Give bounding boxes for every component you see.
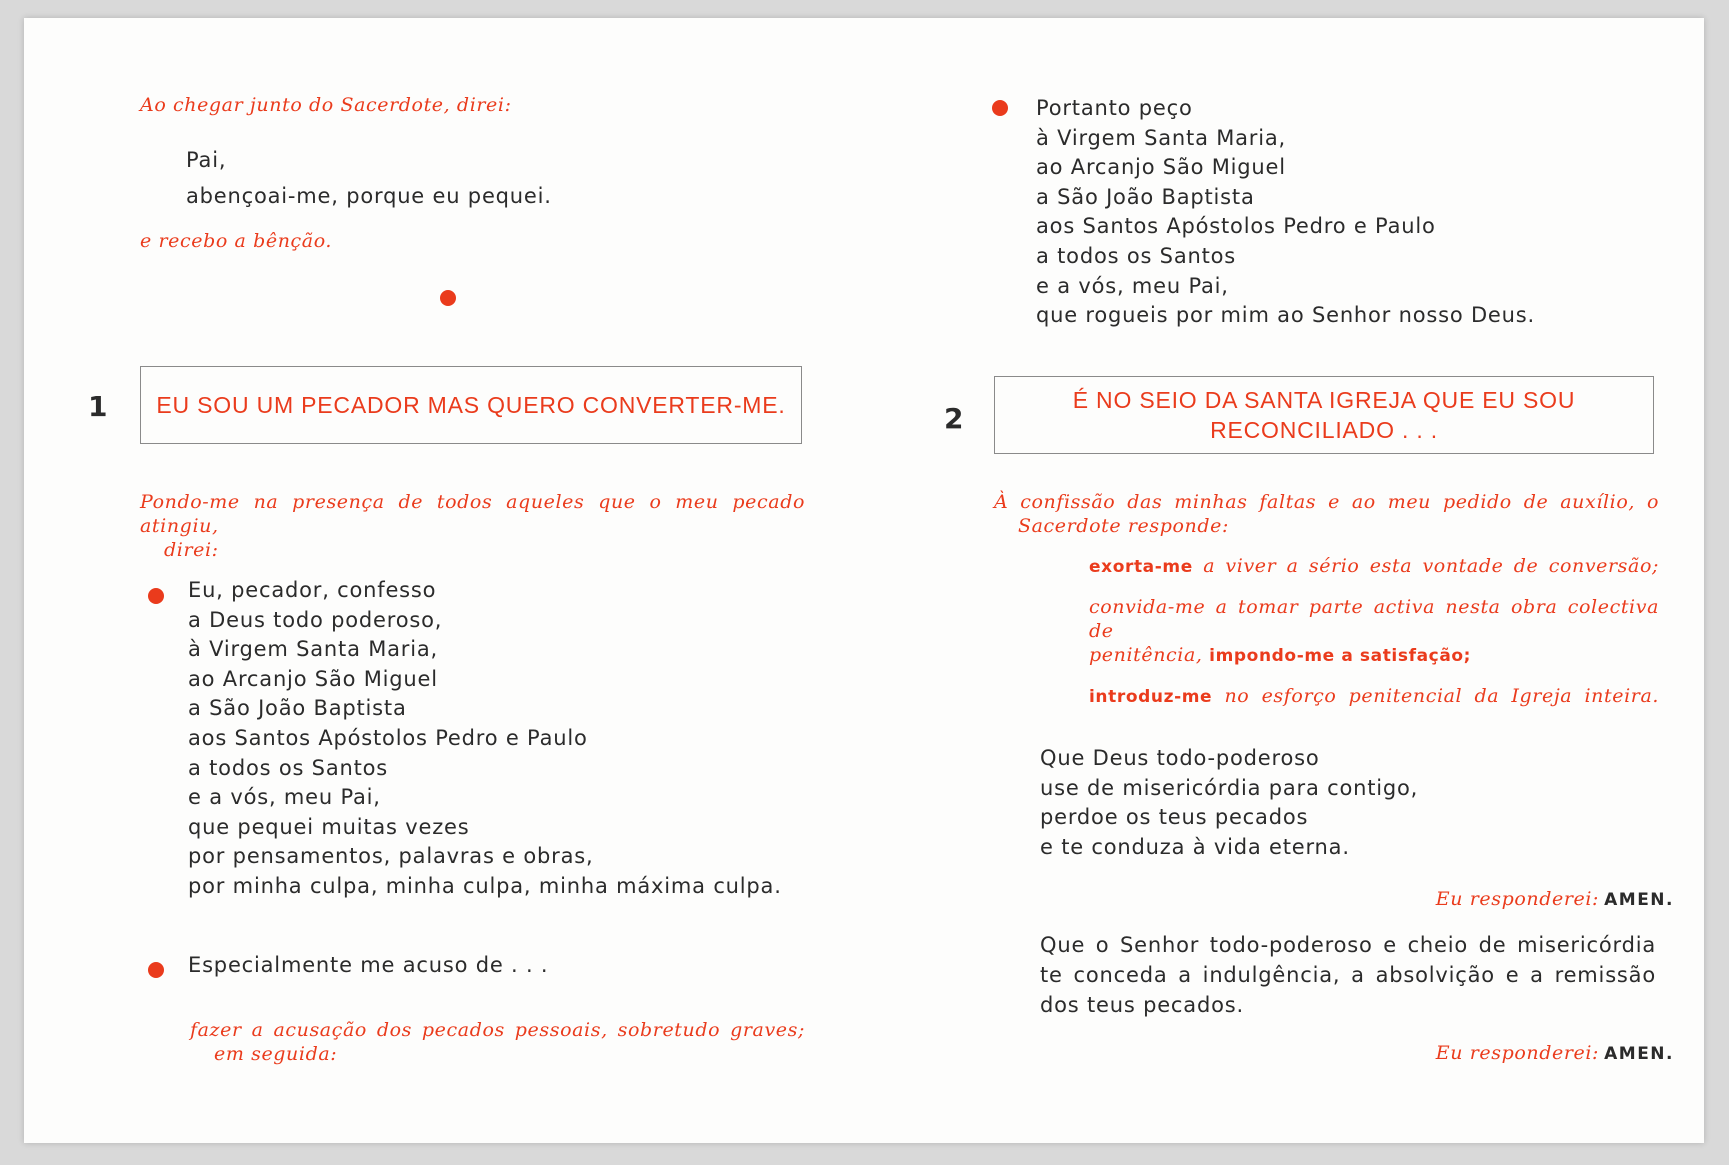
- prayer-line: por minha culpa, minha culpa, minha máxima culpa.: [188, 873, 782, 898]
- prayer-line: a todos os Santos: [188, 755, 389, 780]
- section-heading-box: [994, 376, 1654, 454]
- left-page: [24, 18, 864, 1143]
- prayer-line: ao Arcanjo São Miguel: [1036, 155, 1286, 180]
- response-label: Eu responderei:: [1435, 1042, 1600, 1064]
- booklet-spread: [24, 18, 1704, 1143]
- amen-text: AMEN.: [1604, 1044, 1674, 1064]
- bullet-dot: [992, 100, 1008, 116]
- intro-instruction: Ao chegar junto do Sacerdote, direi:: [140, 94, 512, 116]
- absolution-prayer-1: [1040, 744, 1418, 862]
- instruction-line: direi:: [164, 539, 219, 561]
- prayer-line: Eu, pecador, confesso: [188, 578, 437, 602]
- prayer-line: e te conduza à vida eterna.: [1040, 834, 1350, 859]
- prayer-line: aos Santos Apóstolos Pedro e Paulo: [188, 725, 588, 750]
- amen-text: AMEN.: [1604, 890, 1674, 910]
- action-invites-cont: penitência, impondo-me a satisfação;: [1089, 644, 1472, 666]
- prayer-line: à Virgem Santa Maria,: [1036, 125, 1287, 150]
- prayer-line: e a vós, meu Pai,: [188, 785, 381, 810]
- section-number: 1: [88, 390, 108, 423]
- petition-prayer: [1036, 94, 1535, 331]
- right-page: [864, 18, 1704, 1143]
- prayer-line: Portanto peço: [1036, 96, 1193, 120]
- bullet-dot: [148, 588, 164, 604]
- prayer-line: perdoe os teus pecados: [1040, 805, 1309, 830]
- prayer-line: Que o Senhor todo-poderoso e cheio de misericórdia: [1040, 933, 1656, 957]
- instruction-line: em seguida:: [214, 1043, 338, 1065]
- prayer-line: use de misericórdia para contigo,: [1040, 775, 1419, 800]
- absolution-prayer-2: [1040, 930, 1656, 1020]
- prayer-line: que pequei muitas vezes: [188, 814, 470, 839]
- section-number: 2: [944, 402, 964, 435]
- action-invites: convida-me a tomar parte activa nesta obra colectiva de: [1089, 596, 1659, 642]
- instruction-line: fazer a acusação dos pecados pessoais, sobretudo graves;: [190, 1019, 805, 1041]
- bullet-dot: [148, 962, 164, 978]
- prayer-line: Pai,: [186, 148, 227, 172]
- prayer-line: dos teus pecados.: [1040, 993, 1244, 1017]
- action-exhorts: exorta-me a viver a sério esta vontade de conversão;: [1089, 555, 1659, 577]
- prayer-line: a São João Baptista: [188, 696, 407, 721]
- prayer-line: Que Deus todo-poderoso: [1040, 746, 1320, 770]
- prayer-line: aos Santos Apóstolos Pedro e Paulo: [1036, 214, 1436, 239]
- prayer-line: a Deus todo poderoso,: [188, 607, 443, 632]
- blessing-instruction: e recebo a bênção.: [140, 230, 333, 252]
- priest-actions: [1089, 554, 1659, 709]
- prayer-line: à Virgem Santa Maria,: [188, 637, 439, 662]
- instruction-line: Sacerdote responde:: [1018, 515, 1229, 537]
- response-label: Eu responderei:: [1435, 888, 1600, 910]
- presence-instruction: [140, 490, 805, 562]
- response-line: [1334, 1042, 1674, 1064]
- bullet-dot: [440, 290, 456, 306]
- prayer-line: que rogueis por mim ao Senhor nosso Deus.: [1036, 303, 1535, 328]
- action-introduces: introduz-me no esforço penitencial da Igreja inteira.: [1089, 685, 1660, 707]
- accusation-instruction: [190, 1018, 805, 1066]
- prayer-line: te conceda a indulgência, a absolvição e a remissão: [1040, 963, 1656, 987]
- section-heading: RECONCILIADO . . .: [1210, 417, 1438, 443]
- confiteor-prayer: [188, 576, 782, 902]
- response-line: [1334, 888, 1674, 910]
- section-heading: EU SOU UM PECADOR MAS QUERO CONVERTER-ME.: [156, 392, 786, 418]
- prayer-line: abençoai-me, porque eu pequei.: [186, 184, 552, 208]
- section-heading: É NO SEIO DA SANTA IGREJA QUE EU SOU: [1072, 387, 1576, 413]
- prayer-line: a São João Baptista: [1036, 184, 1255, 209]
- intro-prayer: [186, 142, 552, 214]
- prayer-line: ao Arcanjo São Miguel: [188, 666, 438, 691]
- instruction-line: À confissão das minhas faltas e ao meu pedido de auxílio, o: [994, 491, 1659, 513]
- accusation-line: Especialmente me acuso de . . .: [188, 953, 549, 977]
- priest-instruction: [994, 490, 1659, 538]
- prayer-line: e a vós, meu Pai,: [1036, 273, 1229, 298]
- prayer-line: a todos os Santos: [1036, 243, 1237, 268]
- section-heading-box: [140, 366, 802, 444]
- prayer-line: por pensamentos, palavras e obras,: [188, 844, 594, 869]
- instruction-line: Pondo-me na presença de todos aqueles que o meu pecado atingiu,: [140, 491, 805, 537]
